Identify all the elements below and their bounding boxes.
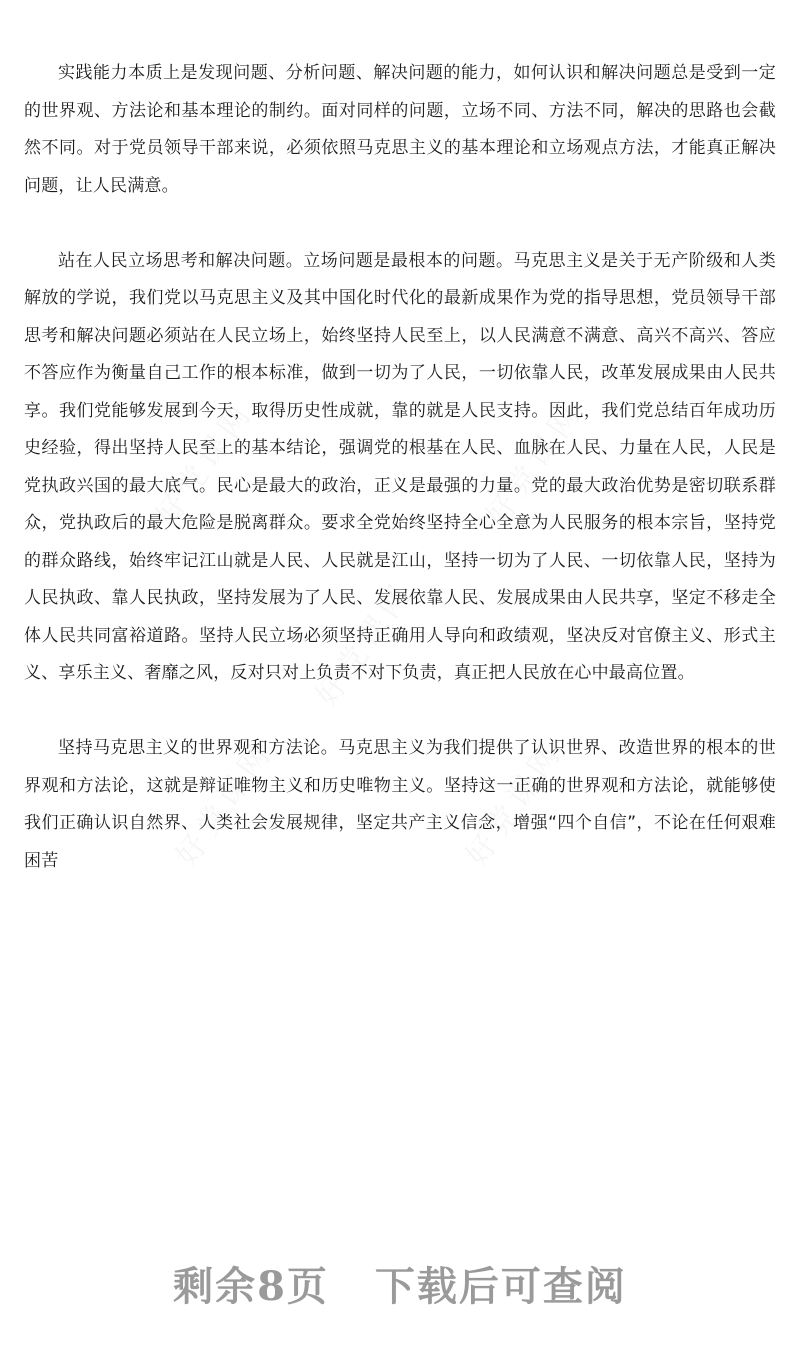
document-body bbox=[24, 55, 776, 880]
download-to-view-label: 下载后可查阅 bbox=[374, 1263, 627, 1310]
paragraph-worldview: 坚持马克思主义的世界观和方法论。马克思主义为我们提供了认识世界、改造世界的根本的世界观和方法论，这就是辩证唯物主义和历史唯物主义。坚持这一正确的世界观和方法论，就能够使我们正确认识自然界、人类社会发展规律，坚定共产主义信念，增强“四个自信”，不论在任何艰难困苦 bbox=[24, 738, 776, 871]
download-prompt-banner[interactable] bbox=[0, 1255, 800, 1312]
paragraph-people-stance: 站在人民立场思考和解决问题。立场问题是最根本的问题。马克思主义是关于无产阶级和人类解放的学说，我们党以马克思主义及其中国化时代化的最新成果作为党的指导思想，党员领导干部思考和解决问题必须站在人民立场上，始终坚持人民至上，以人民满意不满意、高兴不高兴、答应不答应作为衡量自己工作的根本标准，做到一切为了人民，一切依靠人民，改革发展成果由人民共享。我们党能够发展到今天，取得历史性成就，靠的就是人民支持。因此，我们党总结百年成功历史经验，得出坚持人民至上的基本结论，强调党的根基在人民、血脉在人民、力量在人民，人民是党执政兴国的最大底气。民心是最大的政治，正义是最强的力量。党的最大政治优势是密切联系群众，党执政后的最大危险是脱离群众。要求全党始终坚持全心全意为人民服务的根本宗旨，坚持党的群众路线，始终牢记江山就是人民、人民就是江山，坚持一切为了人民、一切依靠人民，坚持为人民执政、靠人民执政，坚持发展为了人民、发展依靠人民、发展成果由人民共享，坚定不移走全体人民共同富裕道路。坚持人民立场必须坚持正确用人导向和政绩观，坚决反对官僚主义、形式主义、享乐主义、奢靡之风，反对只对上负责不对下负责，真正把人民放在心中最高位置。 bbox=[24, 250, 776, 683]
remaining-pages-label: 剩余8页 bbox=[173, 1263, 329, 1310]
paragraph-intro: 实践能力本质上是发现问题、分析问题、解决问题的能力，如何认识和解决问题总是受到一定的世界观、方法论和基本理论的制约。面对同样的问题，立场不同、方法不同，解决的思路也会截然不同。对于党员领导干部来说，必须依照马克思主义的基本理论和立场观点方法，才能真正解决问题，让人民满意。 bbox=[24, 63, 776, 196]
